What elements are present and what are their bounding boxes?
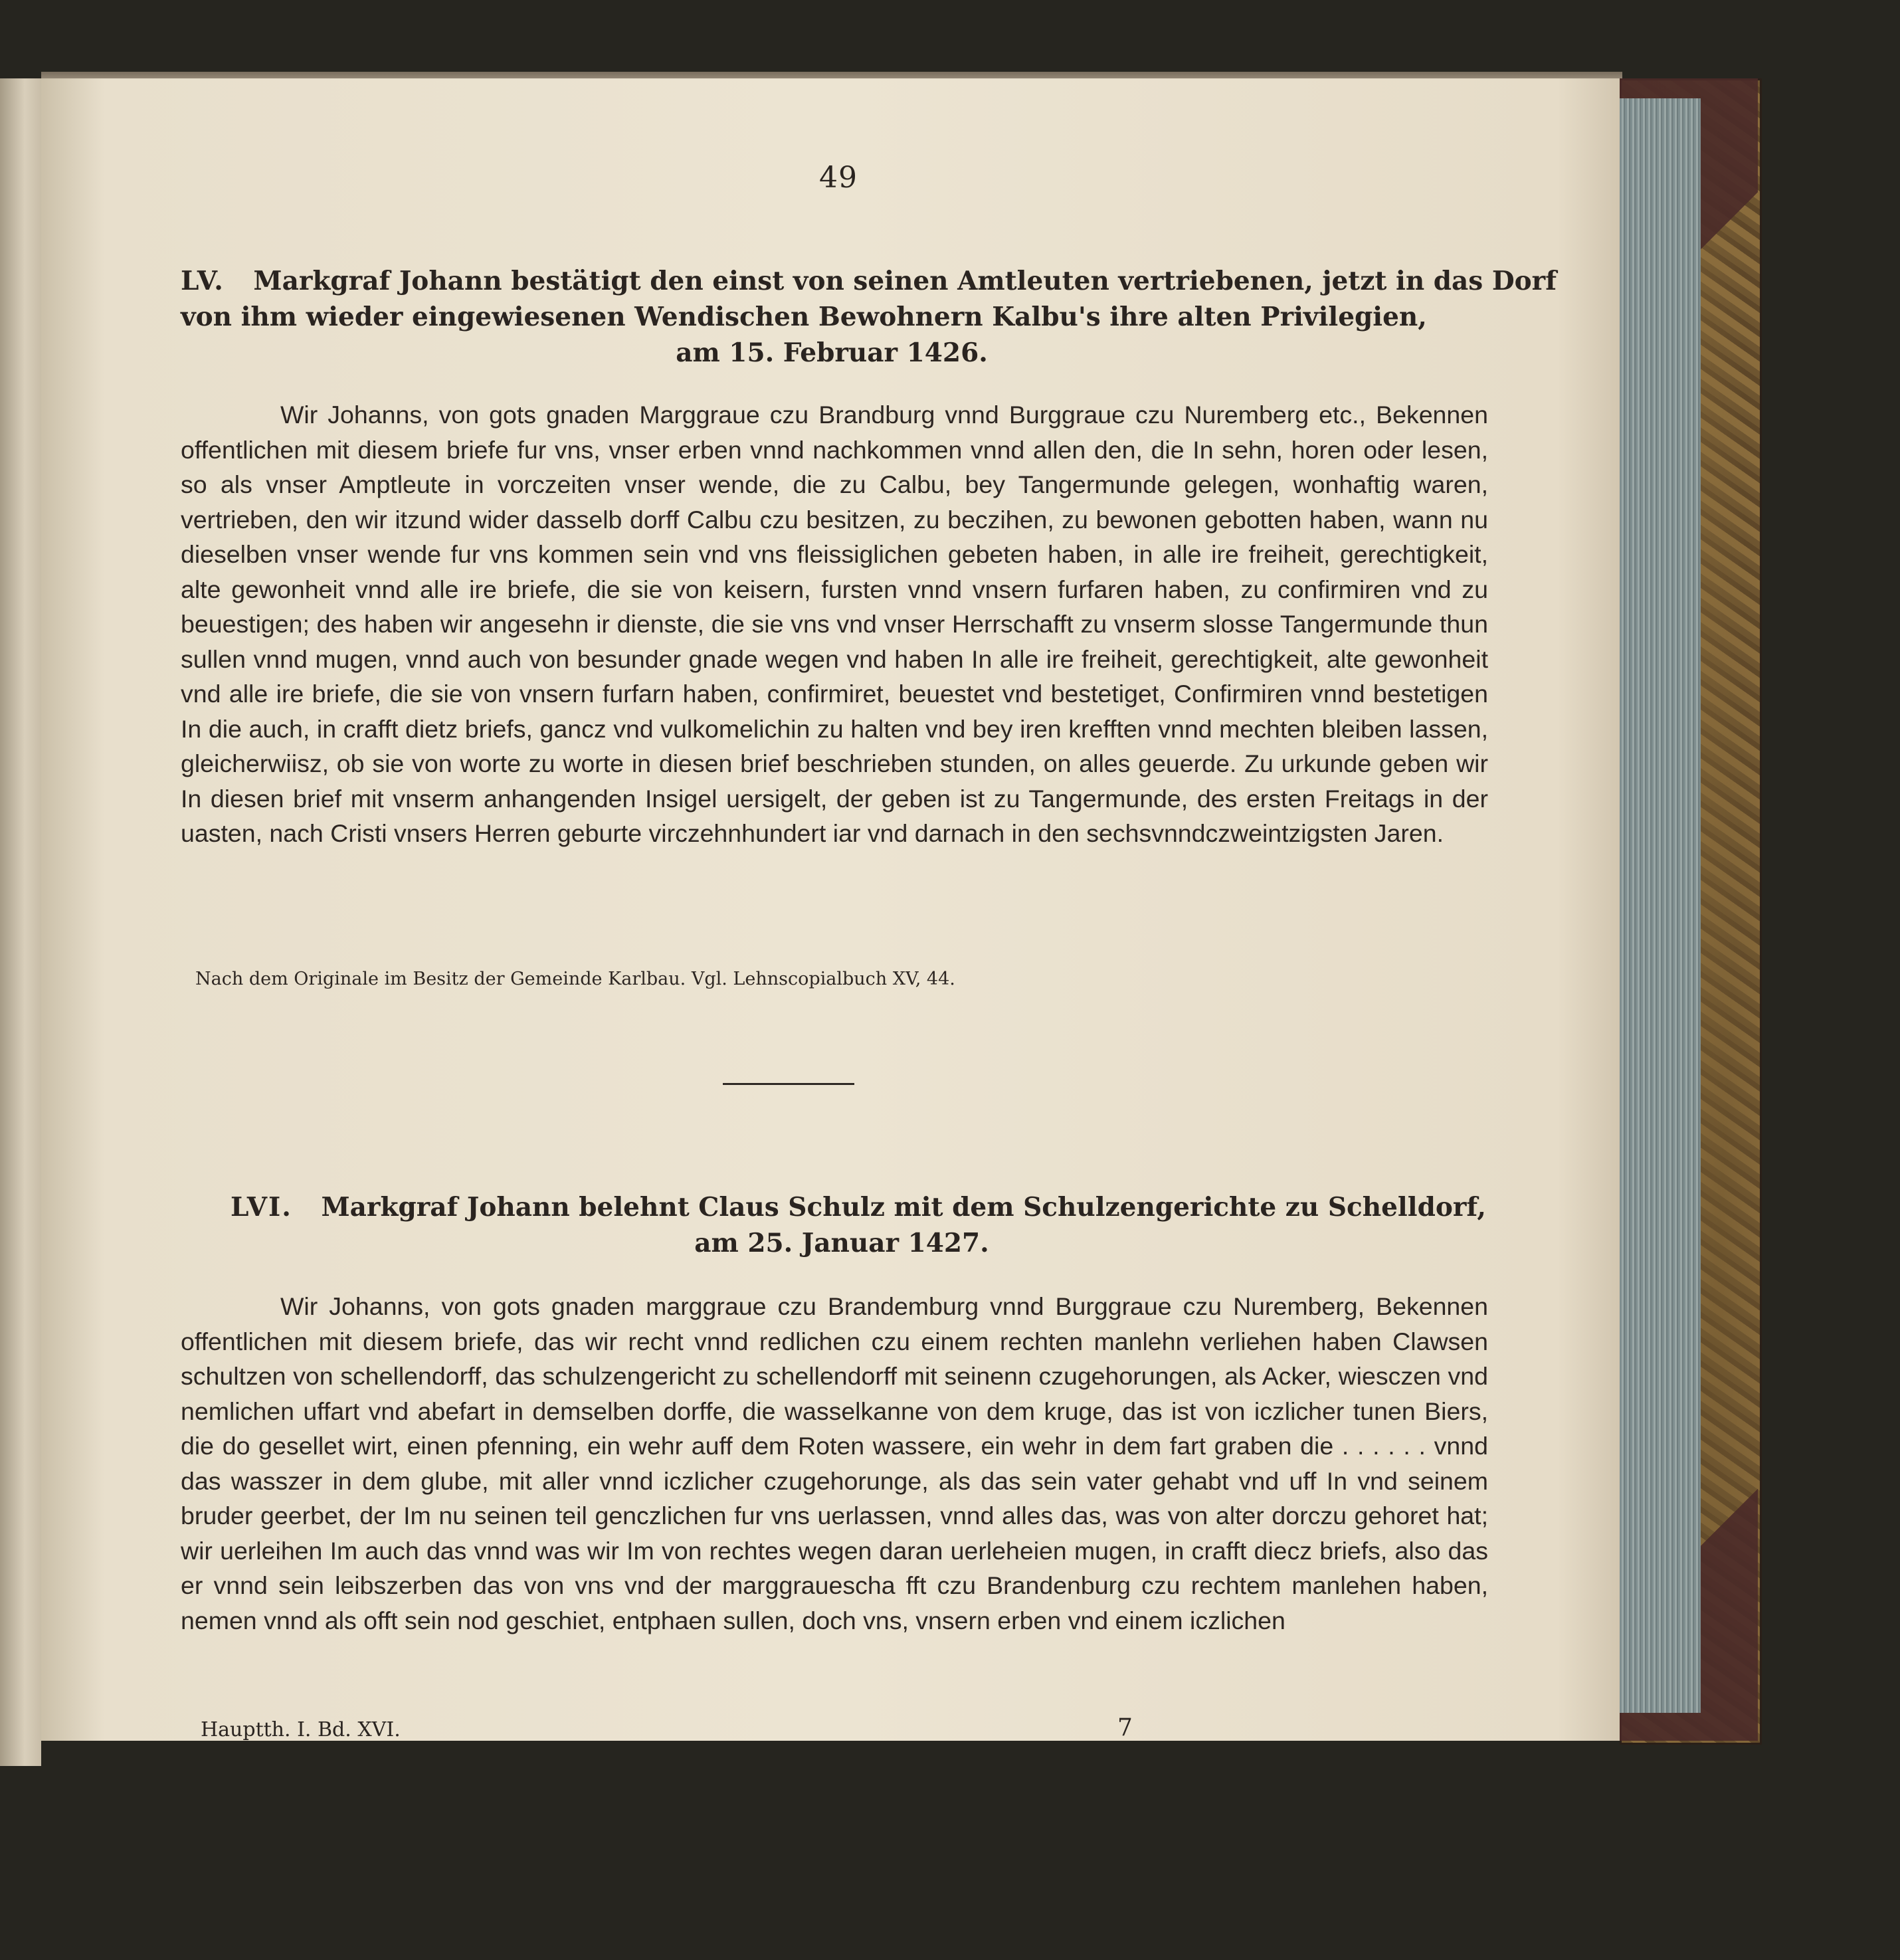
- left-page-edge: [0, 78, 41, 1766]
- doc-lvi-text: Wir Johanns, von gots gnaden marggraue czu Brandemburg vnnd Burggraue czu Nuremberg, Bekennen offentlichen mit diesem briefe, das wir recht vnnd redlichen czu einem rechten manlehn verliehen haben Clawsen schultzen von schellendorff, das schulzengericht zu schellendorff mit seinenn czugehorungen, als Acker, wiesczen vnd nemlichen uffart vnd abefart in demselben dorffe, die wasselkanne von dem kruge, das ist von iczlicher tunen Biers, die do gesellet wirt, einen pfenning, ein wehr auff dem Roten wassere, ein wehr in dem fart graben die . . . . . . vnnd das wasszer in dem glube, mit aller vnnd iczlicher czugehorunge, als das sein vater gehabt vnd uff In vnd seinem bruder geerbet, der Im nu seinen teil genczlichen fur vns uerlassen, vnnd alles das, was von alter dorczu gehoret hat; wir uerleihen Im auch das vnnd was wir Im von rechtes wegen daran uerleheien mugen, in crafft diecz briefs, also das er vnnd sein leibszerben das von vns vnd der marggrauescha fft czu Brandenburg czu rechtem manlehen haben, nemen vnnd als offt sein nod geschiet, entphaen sullen, doch vns, vnsern erben vnd einem iczlichen: [181, 1292, 1488, 1634]
- footer-signature: Hauptth. I. Bd. XVI.: [201, 1718, 401, 1741]
- doc-lvi-heading: [231, 1189, 1486, 1261]
- page-stack-edge: [1617, 98, 1701, 1713]
- section-divider: [723, 1083, 854, 1085]
- doc-lv-heading-line2: von ihm wieder eingewiesenen Wendischen Bewohnern Kalbu's ihre alten Privilegien,: [181, 302, 1427, 332]
- doc-lv-numeral: LV.: [181, 266, 225, 296]
- doc-lvi-numeral: LVI.: [231, 1192, 292, 1223]
- doc-lvi-heading-line1: [231, 1189, 1486, 1225]
- doc-lvi-heading-line2: am 25. Januar 1427.: [694, 1228, 989, 1258]
- doc-lv-heading: [181, 263, 1557, 371]
- doc-lv-body: [181, 397, 1488, 851]
- doc-lv-text: Wir Johanns, von gots gnaden Marggraue czu Brandburg vnnd Burggraue czu Nuremberg etc., Bekennen offentlichen mit diesem briefe fur vns, vnser erben vnnd nachkommen vnnd allen den, die In sehn, horen oder lesen, so als vnser Amptleute in vorczeiten vnser wende, die zu Calbu, bey Tangermunde gelegen, wonhaftig waren, vertrieben, den wir itzund wider dasselb dorff Calbu czu besitzen, zu beczihen, zu bewonen gebotten haben, wann nu dieselben vnser wende fur vns kommen sein vnd vns fleissiglichen gebeten haben, in alle ire freiheit, gerechtigkeit, alte gewonheit vnnd alle ire briefe, die sie von keisern, fursten vnnd vnsern furfaren haben, zu confirmiren vnd zu beuestigen; des haben wir angesehn ir dienste, die sie vns vnd vnser Herrschafft zu vnserm slosse Tangermunde thun sullen vnnd mugen, vnnd auch von besunder gnade wegen vnd haben In alle ire freiheit, gerechtigkeit, alte gewonheit vnd alle ire briefe, die sie von vnsern furfarn haben, confirmiret, beuestet vnd bestetiget, Confirmiren vnnd bestetigen In die auch, in crafft dietz briefs, gancz vnd vulkomelichin zu halten vnd bey iren krefften vnnd mechten bleiben lassen, gleicherwiisz, ob sie von worte zu worte in diesen brief beschrieben stunden, on alles geuerde. Zu urkunde geben wir In diesen brief mit vnserm anhangenden Insigel uersigelt, der geben ist zu Tangermunde, des ersten Freitags in der uasten, nach Cristi vnsers Herren geburte virczehnhundert iar vnd darnach in den sechsvnndczweintzigsten Jaren.: [181, 401, 1488, 847]
- doc-lv-heading-text-1: Markgraf Johann bestätigt den einst von seinen Amtleuten vertriebenen, jetzt in das Dorf: [253, 266, 1557, 296]
- doc-lvi-heading-text-1: Markgraf Johann belehnt Claus Schulz mit dem Schulzengerichte zu Schelldorf,: [321, 1192, 1486, 1223]
- footer-sheet-number: 7: [1117, 1714, 1133, 1741]
- doc-lv-heading-line1: [181, 263, 1557, 299]
- doc-lvi-body: [181, 1289, 1488, 1638]
- doc-lv-source: Nach dem Originale im Besitz der Gemeinde Karlbau. Vgl. Lehnscopialbuch XV, 44.: [195, 969, 955, 989]
- doc-lv-heading-line3: am 15. Februar 1426.: [676, 338, 988, 368]
- book-page: [41, 78, 1620, 1741]
- page-number: 49: [819, 161, 858, 195]
